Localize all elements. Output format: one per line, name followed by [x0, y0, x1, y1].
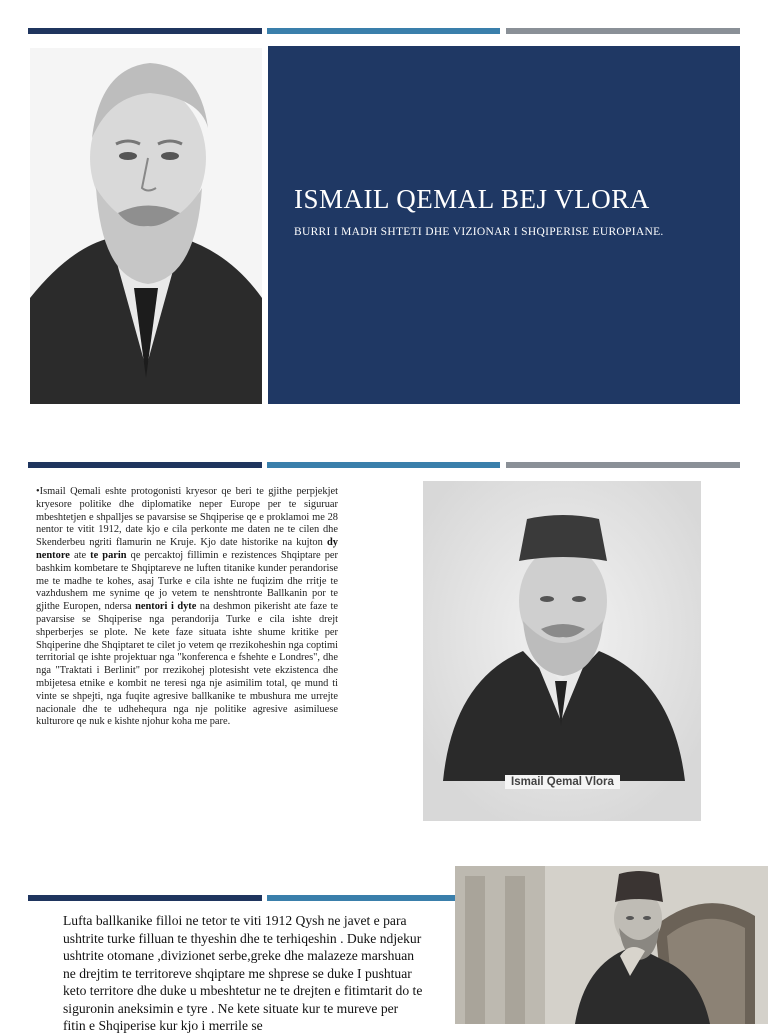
slide-subtitle: BURRI I MADH SHTETI DHE VIZIONAR I SHQIPERISE EUROPIANE.: [294, 226, 664, 238]
biography-paragraph: [36, 486, 338, 729]
bold-text: te parin: [90, 549, 127, 561]
bold-text: nentori i dyte: [135, 601, 197, 613]
accent-bar-navy: [28, 462, 262, 468]
accent-bar-navy: [28, 895, 262, 901]
portrait-drawing: [30, 48, 262, 404]
balkan-war-paragraph: Lufta ballkanike filloi ne tetor te viti 1912 Qysh ne javet e para ushtrite turke filluan te thyeshin dhe te terhiqeshin . Duke ndjekur ushtrite otomane ,divizionet serbe,greke dhe malazeze marshuan ne drejtim te territoreve shqiptare me shprese se duke I pushtuar keto territore dhe duke u mbeshtetur ne te drejten e fitimtarit do te siguronin aneksimin e tyre . Ne kete situate kur te mureve per fitin e Shqiperise kur kjo i merrile se: [63, 913, 423, 1033]
text-segment: na deshmon pikerisht ate faze te pavarsise se Shqiperise nga perandorija Turke e cila ishte drejt shperberjes se plote. Ne kete faze situata ishte shume kritike per Shqiperine dhe Shqiptaret te cilet jo vetem qe rrezikoheshin nga coptimi territorial qe ishte projektuar nga "konferenca e fshehte e Londres", dhe nga "Traktati i Berlinit" por rrezikohej plotesisht vete ekzistenca dhe mbijetesa etnike e kombit ne teresi nga nje asimilim total, qe mund ti vinte se shpejti, nga fuqite agresive ballkanike te mbushura me urrejte nacionale dhe te udhehequra nga nje politike agresive asimiluese kulturore qe nuk e kishte njohur koha me pare.: [36, 601, 339, 728]
portrait-photo: [423, 481, 701, 821]
title-panel: [268, 46, 740, 404]
accent-bar-gray: [506, 462, 740, 468]
photo-caption: Ismail Qemal Vlora: [505, 775, 620, 789]
accent-bar-blue: [267, 28, 500, 34]
seated-portrait-photo: [455, 866, 768, 1024]
slide-title: ISMAIL QEMAL BEJ VLORA: [294, 184, 650, 214]
accent-bar-gray: [506, 28, 740, 34]
accent-bar-navy: [28, 28, 262, 34]
accent-bar-blue: [267, 462, 500, 468]
text-segment: Ismail Qemali eshte protogonisti kryesor qe beri te gjithe perpjekjet kryesore politike dhe diplomatike neper Europe per te siguruar mbeshtetjen e shpalljes se pavarsise se Shqiperise qe e proklamoi me 28 nentor te vitit 1912, date kjo e cila perkonte me daten ne te cilen dhe Skenderbeu ngriti flamurin ne Kruje. Kjo date historike na kujton: [36, 486, 338, 549]
bullet: •: [36, 486, 40, 497]
text-segment: ate: [69, 549, 91, 561]
bold-text: dy nentore: [36, 537, 338, 561]
text-segment: qe percaktoj fillimin e rezistences Shqiptare per bashkim kombetare te Shqiptareve ne luften titanike kunder perandorise me te madhe te kohes, asaj Turke e cila ishte ne fuqizim dhe rritje te vazhdushem me synime qe jo vetem te nenshtronte Ballkanin por te gjithe Europen, ndersa: [36, 549, 338, 613]
accent-bar-blue: [267, 895, 455, 901]
